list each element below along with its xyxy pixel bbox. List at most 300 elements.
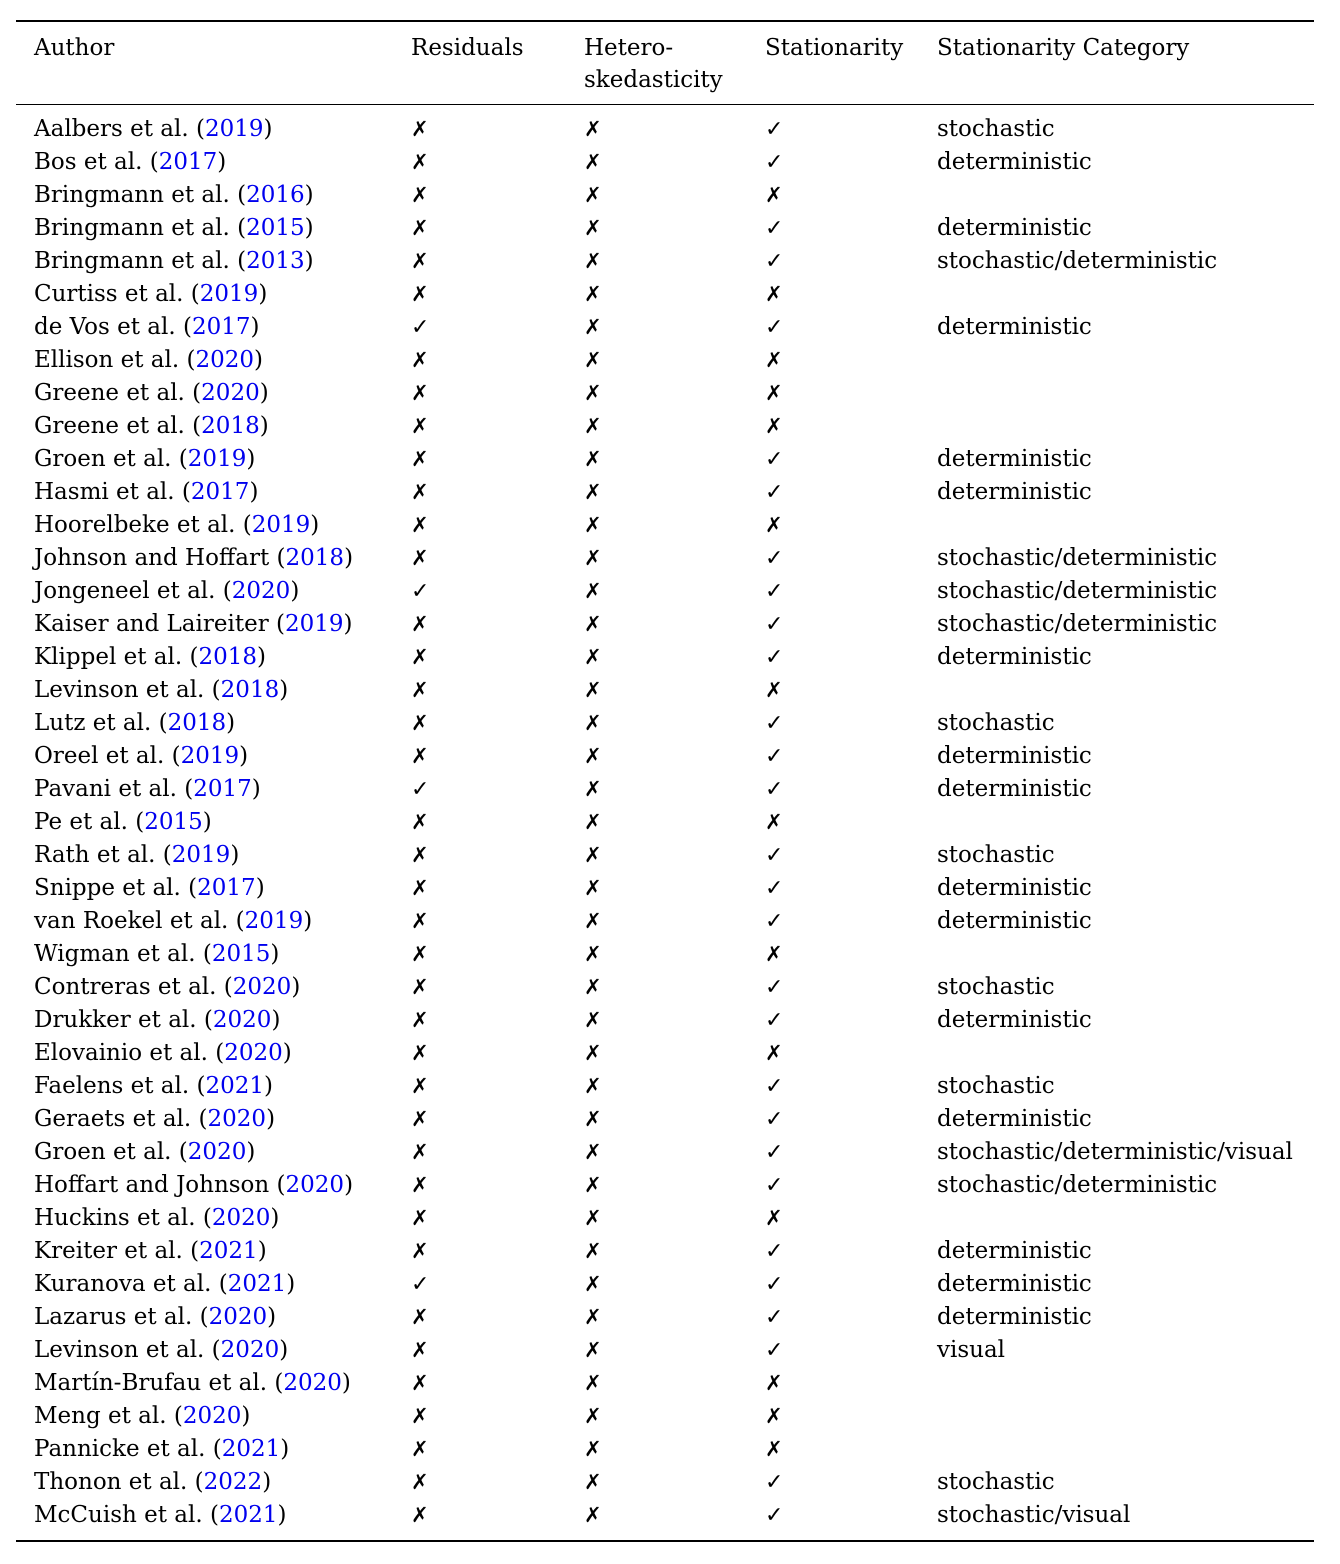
table-row (16, 105, 1314, 147)
citation-year-link[interactable]: 2020 (212, 1007, 272, 1033)
citation-year-link[interactable]: 2013 (246, 248, 305, 274)
paren-open: ( (151, 710, 168, 736)
cross-icon: ✗ (411, 1437, 429, 1461)
residuals-cell (411, 1400, 584, 1433)
author-cell (16, 1400, 411, 1433)
header-row (16, 21, 1314, 105)
stationarity-cell (765, 105, 937, 147)
heteroskedasticity-cell (584, 377, 765, 410)
cross-icon: ✗ (584, 1041, 602, 1065)
table-row (16, 410, 1314, 443)
paren-close: ) (343, 611, 353, 637)
cross-icon: ✗ (584, 216, 602, 240)
stationarity-category-cell: stochastic (937, 116, 1055, 142)
stationarity-category-cell: stochastic (937, 710, 1055, 736)
paren-close: ) (303, 908, 313, 934)
heteroskedasticity-cell (584, 674, 765, 707)
citation-year-link[interactable]: 2017 (197, 875, 256, 901)
residuals-cell (411, 509, 584, 542)
cross-icon: ✗ (411, 1107, 429, 1131)
table-row (16, 1499, 1314, 1541)
cross-icon: ✗ (411, 183, 429, 207)
cross-icon: ✗ (411, 975, 429, 999)
checkmark-icon: ✓ (765, 1305, 784, 1330)
residuals-cell (411, 1004, 584, 1037)
citation-year-link[interactable]: 2020 (283, 1370, 342, 1396)
heteroskedasticity-cell (584, 1367, 765, 1400)
citation-year-link[interactable]: 2020 (211, 1205, 271, 1231)
stationarity-category-cell: stochastic (937, 974, 1055, 1000)
citation-year-link[interactable]: 2019 (180, 743, 240, 769)
stationarity-category-cell: deterministic (937, 1271, 1092, 1297)
paren-open: ( (127, 809, 145, 835)
author-name: Contreras et al. (34, 974, 217, 1000)
cross-icon: ✗ (765, 678, 783, 702)
table-row (16, 146, 1314, 179)
residuals-cell (411, 1334, 584, 1367)
citation-year-link[interactable]: 2022 (203, 1469, 263, 1495)
stationarity-category-cell (937, 410, 1314, 443)
checkmark-icon: ✓ (765, 546, 784, 571)
cross-icon: ✗ (584, 810, 602, 834)
author-cell (16, 1070, 411, 1103)
stationarity-cell (765, 1400, 937, 1433)
residuals-cell (411, 1202, 584, 1235)
table-row (16, 344, 1314, 377)
paren-open: ( (188, 116, 205, 142)
author-cell (16, 1169, 411, 1202)
paren-open: ( (196, 1007, 213, 1033)
paren-close: ) (249, 479, 259, 505)
author-cell (16, 1004, 411, 1037)
paren-close: ) (250, 314, 260, 340)
citation-year-link[interactable]: 2021 (199, 1238, 258, 1264)
citation-year-link[interactable]: 2015 (246, 215, 305, 241)
author-name: Huckins et al. (34, 1205, 196, 1231)
citation-year-link[interactable]: 2017 (193, 776, 252, 802)
table-row (16, 905, 1314, 938)
author-name: Pannicke et al. (34, 1436, 206, 1462)
cross-icon: ✗ (411, 381, 429, 405)
author-name: Hoorelbeke et al. (34, 512, 236, 538)
checkmark-icon: ✓ (765, 843, 784, 868)
paren-open: ( (204, 1337, 221, 1363)
citation-year-link[interactable]: 2019 (199, 281, 259, 307)
checkmark-icon: ✓ (765, 1107, 784, 1132)
table-row (16, 674, 1314, 707)
cross-icon: ✗ (584, 447, 602, 471)
paren-close: ) (259, 380, 269, 406)
stationarity-cell (765, 674, 937, 707)
cross-icon: ✗ (584, 1239, 602, 1263)
paren-open: ( (269, 1172, 286, 1198)
paren-open: ( (267, 1370, 284, 1396)
paren-open: ( (215, 578, 232, 604)
cross-icon: ✗ (765, 1371, 783, 1395)
stationarity-cell (765, 1169, 937, 1202)
table-row (16, 1004, 1314, 1037)
author-cell (16, 1202, 411, 1235)
residuals-cell (411, 146, 584, 179)
stationarity-category-cell: deterministic (937, 776, 1092, 802)
cross-icon: ✗ (584, 1272, 602, 1296)
author-cell (16, 1136, 411, 1169)
citation-year-link[interactable]: 2020 (208, 1304, 268, 1330)
author-cell (16, 245, 411, 278)
stationarity-cell (765, 509, 937, 542)
stationarity-cell (765, 212, 937, 245)
paren-close: ) (263, 116, 273, 142)
table-row (16, 542, 1314, 575)
citation-year-link[interactable]: 2020 (187, 1139, 247, 1165)
citation-year-link[interactable]: 2020 (231, 578, 291, 604)
author-name: Pe et al. (34, 809, 128, 835)
residuals-cell (411, 608, 584, 641)
checkmark-icon: ✓ (765, 216, 784, 241)
residuals-cell (411, 377, 584, 410)
table-row (16, 707, 1314, 740)
citation-year-link[interactable]: 2019 (251, 512, 311, 538)
table-row (16, 1301, 1314, 1334)
author-cell (16, 773, 411, 806)
stationarity-category-cell (937, 1037, 1314, 1070)
paren-open: ( (166, 1403, 183, 1429)
paren-open: ( (228, 908, 245, 934)
stationarity-cell (765, 146, 937, 179)
citation-year-link[interactable]: 2018 (220, 677, 280, 703)
citation-year-link[interactable]: 2021 (205, 1073, 265, 1099)
paren-open: ( (191, 1106, 208, 1132)
stationarity-cell (765, 443, 937, 476)
paren-open: ( (184, 413, 202, 439)
citation-year-link[interactable]: 2021 (221, 1436, 281, 1462)
residuals-cell (411, 1433, 584, 1466)
residuals-cell (411, 1499, 584, 1541)
heteroskedasticity-cell (584, 971, 765, 1004)
cross-icon: ✗ (411, 843, 429, 867)
citation-year-link[interactable]: 2020 (220, 1337, 280, 1363)
citation-year-link[interactable]: 2021 (218, 1502, 278, 1528)
citation-year-link[interactable]: 2020 (182, 1403, 242, 1429)
table-row (16, 1334, 1314, 1367)
heteroskedasticity-cell (584, 1103, 765, 1136)
stationarity-category-cell: deterministic (937, 149, 1092, 175)
stationarity-table (16, 20, 1314, 1542)
cross-icon: ✗ (584, 480, 602, 504)
paren-open: ( (216, 974, 233, 1000)
author-name: Levinson et al. (34, 677, 205, 703)
stationarity-category-cell (937, 1433, 1314, 1466)
stationarity-cell (765, 641, 937, 674)
author-name: Klippel et al. (34, 644, 183, 670)
paren-close: ) (286, 1271, 296, 1297)
table-row (16, 1103, 1314, 1136)
paren-close: ) (290, 578, 300, 604)
cross-icon: ✗ (584, 1107, 602, 1131)
paren-close: ) (282, 1040, 292, 1066)
heteroskedasticity-cell (584, 509, 765, 542)
cross-icon: ✗ (584, 183, 602, 207)
heteroskedasticity-cell (584, 1037, 765, 1070)
table-row (16, 212, 1314, 245)
stationarity-category-cell (937, 377, 1314, 410)
citation-year-link[interactable]: 2015 (211, 941, 271, 967)
cross-icon: ✗ (584, 975, 602, 999)
paren-open: ( (207, 1040, 225, 1066)
paren-close: ) (270, 1205, 280, 1231)
author-cell (16, 146, 411, 179)
citation-year-link[interactable]: 2020 (207, 1106, 267, 1132)
stationarity-cell (765, 938, 937, 971)
author-name: Lazarus et al. (34, 1304, 193, 1330)
paren-close: ) (258, 281, 268, 307)
checkmark-icon: ✓ (765, 1338, 784, 1363)
checkmark-icon: ✓ (411, 315, 430, 340)
cross-icon: ✗ (411, 1503, 429, 1527)
paren-close: ) (344, 1172, 354, 1198)
citation-year-link[interactable]: 2020 (232, 974, 292, 1000)
stationarity-category-cell (937, 509, 1314, 542)
checkmark-icon: ✓ (765, 1239, 784, 1264)
checkmark-icon: ✓ (765, 579, 784, 604)
cross-icon: ✗ (765, 513, 783, 537)
stationarity-cell (765, 1334, 937, 1367)
paren-open: ( (180, 875, 198, 901)
residuals-cell (411, 1367, 584, 1400)
stationarity-cell (765, 1466, 937, 1499)
residuals-cell (411, 839, 584, 872)
paren-close: ) (267, 1304, 277, 1330)
citation-year-link[interactable]: 2015 (144, 809, 203, 835)
checkmark-icon: ✓ (411, 1272, 430, 1297)
heteroskedasticity-cell (584, 1301, 765, 1334)
author-name: Geraets et al. (34, 1106, 192, 1132)
table-row (16, 377, 1314, 410)
residuals-cell (411, 575, 584, 608)
stationarity-cell (765, 1301, 937, 1334)
heteroskedasticity-cell (584, 938, 765, 971)
cross-icon: ✗ (584, 744, 602, 768)
paren-open: ( (176, 776, 194, 802)
stationarity-cell (765, 1499, 937, 1541)
stationarity-cell (765, 1235, 937, 1268)
citation-year-link[interactable]: 2019 (171, 842, 231, 868)
table-row (16, 773, 1314, 806)
stationarity-category-cell (937, 1202, 1314, 1235)
citation-year-link[interactable]: 2017 (191, 314, 251, 340)
residuals-cell (411, 773, 584, 806)
stationarity-table-container (16, 20, 1314, 1542)
paren-open: ( (183, 281, 200, 307)
cross-icon: ✗ (411, 1173, 429, 1197)
stationarity-cell (765, 1268, 937, 1301)
author-name: Martín-Brufau et al. (34, 1370, 268, 1396)
author-name: Kuranova et al. (34, 1271, 212, 1297)
author-cell (16, 905, 411, 938)
cross-icon: ✗ (765, 348, 783, 372)
cross-icon: ✗ (765, 942, 783, 966)
paren-open: ( (192, 1304, 209, 1330)
cross-icon: ✗ (765, 1437, 783, 1461)
paren-open: ( (171, 1139, 188, 1165)
author-name: Pavani et al. (34, 776, 177, 802)
author-cell (16, 1268, 411, 1301)
stationarity-cell (765, 410, 937, 443)
table-row (16, 509, 1314, 542)
heteroskedasticity-cell (584, 443, 765, 476)
heteroskedasticity-cell (584, 344, 765, 377)
heteroskedasticity-cell (584, 1466, 765, 1499)
residuals-cell (411, 1037, 584, 1070)
checkmark-icon: ✓ (411, 579, 430, 604)
table-row (16, 608, 1314, 641)
citation-year-link[interactable]: 2020 (224, 1040, 283, 1066)
paren-open: ( (195, 941, 212, 967)
checkmark-icon: ✓ (765, 876, 784, 901)
citation-year-link[interactable]: 2018 (285, 545, 345, 571)
heteroskedasticity-cell (584, 1268, 765, 1301)
citation-year-link[interactable]: 2018 (167, 710, 227, 736)
citation-year-link[interactable]: 2019 (187, 446, 247, 472)
cross-icon: ✗ (584, 1437, 602, 1461)
cross-icon: ✗ (765, 282, 783, 306)
citation-year-link[interactable]: 2018 (201, 413, 260, 439)
cross-icon: ✗ (765, 381, 783, 405)
citation-year-link[interactable]: 2016 (246, 182, 305, 208)
residuals-cell (411, 278, 584, 311)
stationarity-category-cell: stochastic (937, 1469, 1055, 1495)
author-cell (16, 410, 411, 443)
stationarity-cell (765, 740, 937, 773)
cross-icon: ✗ (584, 1305, 602, 1329)
cross-icon: ✗ (411, 117, 429, 141)
stationarity-cell (765, 971, 937, 1004)
stationarity-category-cell: stochastic/deterministic (937, 545, 1218, 571)
paren-open: ( (235, 512, 252, 538)
cross-icon: ✗ (411, 414, 429, 438)
stationarity-category-cell: deterministic (937, 215, 1092, 241)
author-cell (16, 105, 411, 147)
stationarity-category-cell: stochastic/deterministic (937, 1172, 1218, 1198)
cross-icon: ✗ (411, 678, 429, 702)
paren-close: ) (304, 248, 314, 274)
table-row (16, 1400, 1314, 1433)
cross-icon: ✗ (584, 1404, 602, 1428)
author-name: Wigman et al. (34, 941, 196, 967)
paren-open: ( (174, 479, 191, 505)
paren-close: ) (271, 1007, 281, 1033)
residuals-cell (411, 740, 584, 773)
checkmark-icon: ✓ (765, 1140, 784, 1165)
paren-close: ) (226, 710, 236, 736)
stationarity-category-cell: deterministic (937, 743, 1092, 769)
heteroskedasticity-cell (584, 641, 765, 674)
stationarity-cell (765, 806, 937, 839)
paren-close: ) (279, 677, 289, 703)
paren-open: ( (187, 1469, 204, 1495)
checkmark-icon: ✓ (765, 249, 784, 274)
heteroskedasticity-cell (584, 1235, 765, 1268)
paren-open: ( (211, 1271, 228, 1297)
stationarity-cell (765, 1136, 937, 1169)
table-row (16, 278, 1314, 311)
cross-icon: ✗ (584, 942, 602, 966)
citation-year-link[interactable]: 2020 (195, 347, 255, 373)
citation-year-link[interactable]: 2021 (227, 1271, 287, 1297)
cross-icon: ✗ (411, 1041, 429, 1065)
author-cell (16, 641, 411, 674)
stationarity-category-cell: deterministic (937, 446, 1092, 472)
author-name: Bringmann et al. (34, 182, 230, 208)
heteroskedasticity-cell (584, 575, 765, 608)
table-row (16, 476, 1314, 509)
author-name: Jongeneel et al. (34, 578, 216, 604)
cross-icon: ✗ (411, 1338, 429, 1362)
paren-close: ) (262, 1469, 272, 1495)
author-name: Greene et al. (34, 380, 185, 406)
citation-year-link[interactable]: 2019 (284, 611, 344, 637)
author-cell (16, 608, 411, 641)
cross-icon: ✗ (584, 282, 602, 306)
stationarity-category-cell: visual (937, 1337, 1006, 1363)
header-author: Author (34, 35, 115, 61)
paren-close: ) (279, 1337, 289, 1363)
residuals-cell (411, 1466, 584, 1499)
citation-year-link[interactable]: 2020 (285, 1172, 345, 1198)
residuals-cell (411, 476, 584, 509)
paren-open: ( (182, 1238, 200, 1264)
stationarity-cell (765, 1367, 937, 1400)
author-cell (16, 839, 411, 872)
cross-icon: ✗ (765, 810, 783, 834)
author-name: Aalbers et al. (34, 116, 189, 142)
citation-year-link[interactable]: 2018 (198, 644, 258, 670)
citation-year-link[interactable]: 2017 (158, 149, 218, 175)
table-row (16, 971, 1314, 1004)
author-cell (16, 1037, 411, 1070)
cross-icon: ✗ (411, 876, 429, 900)
table-row (16, 839, 1314, 872)
cross-icon: ✗ (411, 282, 429, 306)
cross-icon: ✗ (584, 546, 602, 570)
citation-year-link[interactable]: 2020 (201, 380, 260, 406)
cross-icon: ✗ (584, 645, 602, 669)
citation-year-link[interactable]: 2017 (190, 479, 250, 505)
stationarity-cell (765, 1037, 937, 1070)
cross-icon: ✗ (411, 942, 429, 966)
author-cell (16, 278, 411, 311)
author-name: Groen et al. (34, 446, 172, 472)
table-row (16, 1433, 1314, 1466)
citation-year-link[interactable]: 2019 (204, 116, 264, 142)
heteroskedasticity-cell (584, 311, 765, 344)
paren-close: ) (266, 1106, 276, 1132)
checkmark-icon: ✓ (765, 777, 784, 802)
citation-year-link[interactable]: 2019 (244, 908, 304, 934)
table-row (16, 1367, 1314, 1400)
author-name: Kaiser and Laireiter (34, 611, 269, 637)
paren-close: ) (259, 413, 269, 439)
stationarity-category-cell: deterministic (937, 644, 1092, 670)
checkmark-icon: ✓ (765, 117, 784, 142)
stationarity-category-cell (937, 278, 1314, 311)
author-name: Meng et al. (34, 1403, 167, 1429)
author-name: McCuish et al. (34, 1502, 203, 1528)
residuals-cell (411, 971, 584, 1004)
author-cell (16, 212, 411, 245)
stationarity-cell (765, 905, 937, 938)
cross-icon: ✗ (411, 645, 429, 669)
